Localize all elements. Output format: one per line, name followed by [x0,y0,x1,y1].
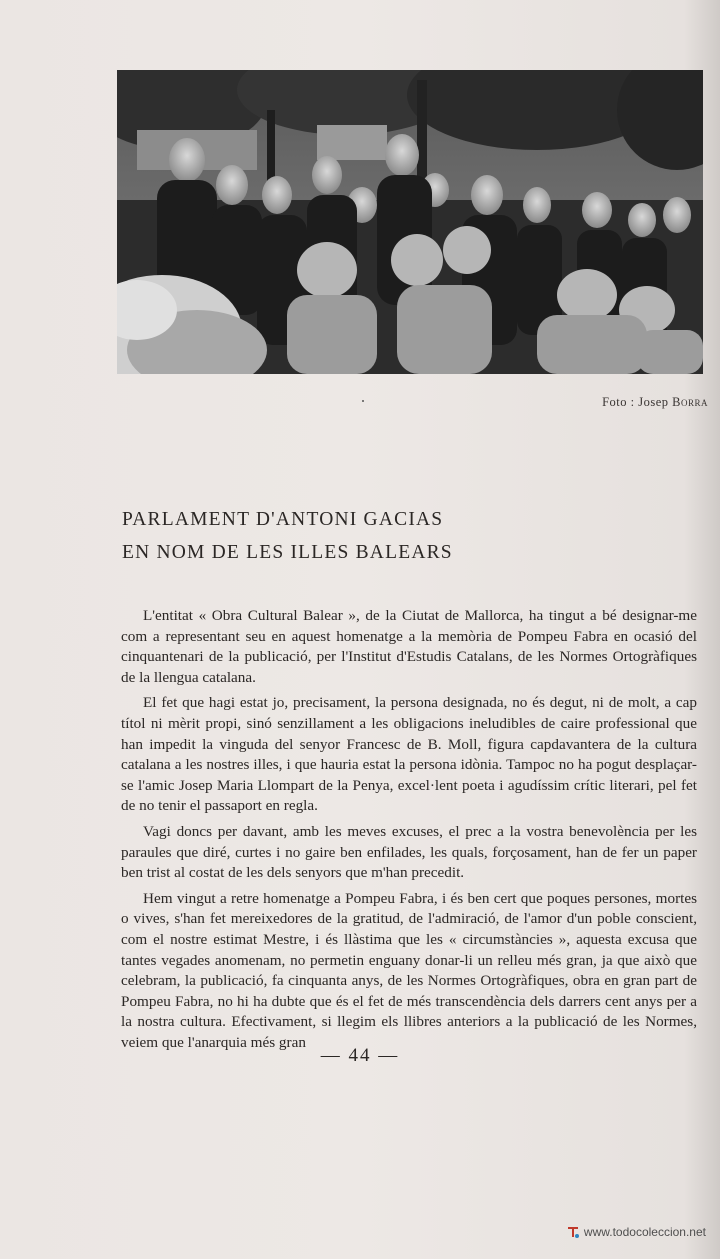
title-line-1: PARLAMENT D'ANTONI GACIAS [122,509,444,530]
title-line-2: EN NOM DE LES ILLES BALEARS [122,542,453,563]
todocoleccion-logo-icon [566,1225,580,1239]
article-body [121,606,697,1058]
watermark-text: www.todocoleccion.net [583,1225,706,1239]
stray-mark [362,400,364,402]
photo-credit-prefix: Foto : Josep [602,395,669,409]
paragraph: L'entitat « Obra Cultural Balear », de la Ciutat de Mallorca, ha tingut a bé designar-me com a representant seu en aquest homenatge a la memòria de Pompeu Fabra en ocasió del cinquantenari de la publicació, per l'Institut d'Estudis Catalans, de les Normes Ortogràfiques de la llengua catalana. [121,607,697,686]
photo-credit [602,395,708,410]
article-title [122,503,453,569]
paragraph: El fet que hagi estat jo, precisament, la persona designada, no és degut, ni de molt, a cap títol ni mèrit propi, sinó senzillament a les obligacions ineludibles de caire professional que han impedit la vinguda del senyor Francesc de B. Moll, figura capdavantera de la cultura catalana a les nostres illes, i que hauria estat la persona idònia. Tampoc no ha pogut desplaçar-se l'amic Josep Maria Llompart de la Penya, excel·lent poeta i agudíssim crític literari, pel fet de no tenir el passaport en regla. [121,694,697,815]
paragraph: Hem vingut a retre homenatge a Pompeu Fabra, i és ben cert que poques persones, mortes o vives, s'han fet mereixedores de la gratitud, de l'admiració, de l'amor d'un poble conscient, com el nostre estimat Mestre, i és llàstima que les « circumstàncies », aquesta excusa que tantes vegades anomenam, no permetin enguany donar-li un relleu més gran, ja que això que celebram, la publicació, fa cinquanta anys, de les Normes Ortogràfiques, obra en gran part de Pompeu Fabra, no hi ha dubte que és el fet de més transcendència dels darrers cent anys per a la nostra cultura. Efectivament, si llegim els llibres anteriors a la publicació de les Normes, veiem que l'anarquia més gran [121,889,697,1051]
page-number: — 44 — [320,1045,400,1066]
photo-credit-name: Borra [672,395,708,409]
watermark [566,1225,706,1239]
crowd-photo [117,70,703,374]
paragraph: Vagi doncs per davant, amb les meves excuses, el prec a la vostra benevolència per les paraules que diré, curtes i no gaire ben enfilades, les quals, forçosament, han de fer un paper ben trist al costat de les dels senyors que m'han precedit. [121,822,697,882]
crowd-photo-icon [117,70,703,374]
